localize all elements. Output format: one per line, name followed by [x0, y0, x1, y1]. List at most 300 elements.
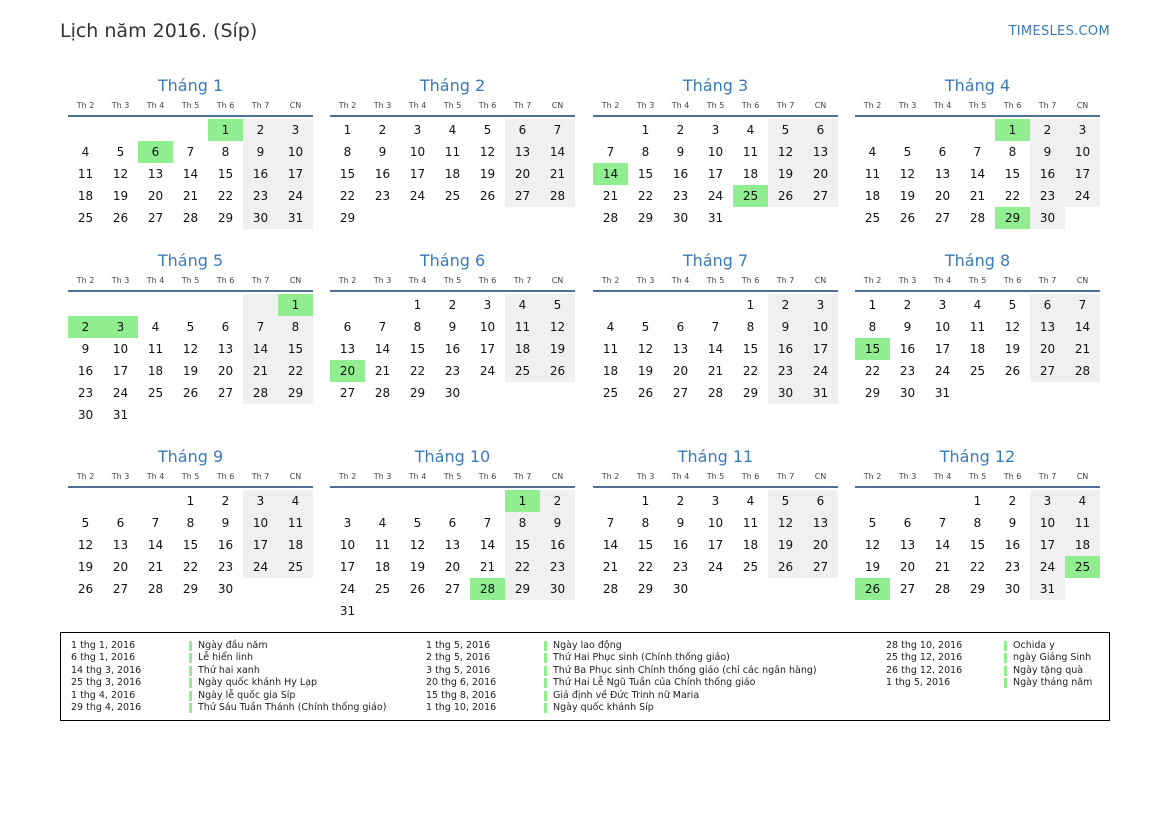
legend-row [71, 702, 386, 714]
day-cell: 20 [672, 364, 689, 378]
legend-date: 28 thg 10, 2016 [886, 640, 963, 651]
empty-cell [365, 490, 400, 512]
day-cell: 18 [602, 364, 619, 378]
day-cell: 22 [217, 189, 234, 203]
day-cell: 2 [1008, 494, 1017, 508]
day-cell: 8 [641, 145, 650, 159]
day-cell: 25 [742, 560, 759, 574]
empty-cell [278, 404, 313, 426]
day-cell: 6 [221, 320, 230, 334]
day-cell: 27 [672, 386, 689, 400]
weekday-label: Th 6 [478, 101, 497, 110]
day-cell: 22 [969, 560, 986, 574]
day-cell: 9 [540, 512, 575, 534]
empty-cell [138, 490, 173, 512]
day-cell: 17 [243, 534, 278, 556]
day-cell: 15 [1004, 167, 1021, 181]
weekday-label: CN [814, 276, 827, 285]
day-cell: 15 [339, 167, 356, 181]
day-cell: 15 [505, 534, 540, 556]
weekday-label: Th 7 [1038, 472, 1057, 481]
day-cell: 18 [742, 167, 759, 181]
weekday-label: Th 2 [76, 276, 95, 285]
day-cell: 19 [1004, 342, 1021, 356]
day-cell: 15 [637, 538, 654, 552]
day-cell: 25 [969, 364, 986, 378]
weekday-label: Th 5 [706, 101, 725, 110]
day-cell: 9 [221, 516, 230, 530]
weekday-label: Th 4 [146, 472, 165, 481]
day-cell: 12 [112, 167, 129, 181]
day-cell: 26 [479, 189, 496, 203]
day-cell: 17 [479, 342, 496, 356]
weekday-label: Th 7 [513, 472, 532, 481]
day-cell: 3 [278, 119, 313, 141]
day-cell: 1 [973, 494, 982, 508]
legend-date: 1 thg 10, 2016 [426, 701, 497, 713]
day-cell: 22 [637, 560, 654, 574]
empty-cell [103, 294, 138, 316]
day-grid [330, 490, 575, 622]
weekday-label: Th 7 [776, 472, 795, 481]
day-cell: 28 [147, 582, 164, 596]
day-cell: 11 [147, 342, 164, 356]
weekday-label: Th 3 [373, 472, 392, 481]
weekday-label: CN [551, 472, 564, 481]
day-cell: 11 [278, 512, 313, 534]
legend-holiday-name: Ngày lao động [553, 640, 622, 651]
day-cell: 3 [1030, 490, 1065, 512]
legend-row [426, 652, 817, 664]
legend-row [426, 640, 817, 652]
day-cell: 9 [903, 320, 912, 334]
day-cell: 22 [637, 189, 654, 203]
day-cell: 15 [855, 338, 890, 360]
weekday-label: Th 6 [216, 472, 235, 481]
day-cell: 24 [112, 386, 129, 400]
empty-cell [435, 600, 470, 622]
day-cell: 23 [899, 364, 916, 378]
day-cell: 13 [803, 512, 838, 534]
day-cell: 31 [707, 211, 724, 225]
empty-cell [698, 294, 733, 316]
day-cell: 25 [278, 556, 313, 578]
day-cell: 10 [479, 320, 496, 334]
month-name: Tháng 3 [682, 76, 749, 95]
day-cell: 13 [112, 538, 129, 552]
day-cell: 20 [444, 560, 461, 574]
legend-date: 1 thg 1, 2016 [71, 640, 136, 651]
empty-cell [593, 294, 628, 316]
day-cell: 23 [540, 556, 575, 578]
weekday-label: Th 3 [898, 472, 917, 481]
day-cell: 9 [81, 342, 90, 356]
day-cell: 18 [969, 342, 986, 356]
day-cell: 16 [1030, 163, 1065, 185]
day-cell: 4 [746, 494, 755, 508]
day-cell: 10 [278, 141, 313, 163]
day-cell: 14 [540, 141, 575, 163]
month-calendar [330, 75, 575, 229]
day-cell: 11 [77, 167, 94, 181]
day-cell: 14 [707, 342, 724, 356]
day-cell: 4 [868, 145, 877, 159]
day-cell: 26 [768, 185, 803, 207]
month-calendar [68, 250, 313, 426]
day-cell: 10 [934, 320, 951, 334]
day-cell: 28 [243, 382, 278, 404]
day-cell: 31 [1030, 578, 1065, 600]
day-cell: 13 [217, 342, 234, 356]
day-cell: 29 [995, 207, 1030, 229]
day-cell: 15 [278, 338, 313, 360]
day-cell: 1 [746, 298, 755, 312]
month-name: Tháng 9 [157, 447, 224, 466]
empty-cell [365, 207, 400, 229]
weekday-header [593, 470, 838, 488]
day-cell: 20 [803, 163, 838, 185]
legend-column-2 [426, 640, 817, 714]
day-cell: 9 [448, 320, 457, 334]
empty-cell [103, 119, 138, 141]
day-cell: 2 [221, 494, 230, 508]
weekday-header [593, 274, 838, 292]
legend-holiday-name: Ngày đầu năm [198, 640, 268, 651]
empty-cell [925, 490, 960, 512]
day-cell: 29 [278, 382, 313, 404]
day-cell: 10 [1065, 141, 1100, 163]
day-cell: 24 [409, 189, 426, 203]
day-cell: 3 [483, 298, 492, 312]
month-name: Tháng 1 [157, 76, 224, 95]
day-cell: 16 [899, 342, 916, 356]
day-cell: 6 [938, 145, 947, 159]
day-cell: 21 [243, 360, 278, 382]
weekday-label: Th 2 [338, 101, 357, 110]
day-cell: 1 [995, 119, 1030, 141]
weekday-label: Th 5 [968, 472, 987, 481]
day-cell: 21 [479, 560, 496, 574]
day-cell: 12 [409, 538, 426, 552]
day-cell: 27 [803, 185, 838, 207]
day-cell: 9 [243, 141, 278, 163]
day-cell: 18 [147, 364, 164, 378]
day-cell: 23 [672, 189, 689, 203]
weekday-label: Th 3 [373, 101, 392, 110]
day-cell: 29 [182, 582, 199, 596]
day-cell: 23 [77, 386, 94, 400]
day-cell: 18 [278, 534, 313, 556]
day-cell: 18 [742, 538, 759, 552]
day-cell: 19 [77, 560, 94, 574]
empty-cell [173, 404, 208, 426]
day-cell: 9 [676, 516, 685, 530]
day-cell: 20 [934, 189, 951, 203]
weekday-label: Th 7 [776, 276, 795, 285]
day-cell: 31 [278, 207, 313, 229]
day-cell: 5 [413, 516, 422, 530]
day-cell: 4 [973, 298, 982, 312]
day-cell: 29 [217, 211, 234, 225]
legend-date: 3 thg 5, 2016 [426, 664, 491, 676]
day-cell: 13 [444, 538, 461, 552]
day-cell: 22 [864, 364, 881, 378]
day-cell: 28 [934, 582, 951, 596]
day-cell: 24 [707, 560, 724, 574]
day-cell: 29 [969, 582, 986, 596]
weekday-label: Th 6 [1003, 101, 1022, 110]
day-cell: 24 [278, 185, 313, 207]
weekday-label: Th 3 [111, 101, 130, 110]
day-cell: 6 [903, 516, 912, 530]
weekday-label: Th 2 [338, 472, 357, 481]
empty-cell [103, 490, 138, 512]
day-cell: 14 [479, 538, 496, 552]
day-cell: 4 [505, 294, 540, 316]
day-grid [68, 294, 313, 426]
legend-date: 1 thg 5, 2016 [426, 640, 491, 651]
day-cell: 21 [1065, 338, 1100, 360]
day-cell: 12 [182, 342, 199, 356]
legend-date: 1 thg 5, 2016 [886, 677, 951, 689]
day-cell: 14 [593, 163, 628, 185]
day-cell: 25 [864, 211, 881, 225]
day-cell: 26 [637, 386, 654, 400]
day-cell: 21 [182, 189, 199, 203]
legend-holiday-name: Ngày quốc khánh Hy Lạp [198, 677, 318, 689]
day-cell: 22 [409, 364, 426, 378]
day-cell: 16 [243, 163, 278, 185]
day-cell: 6 [505, 119, 540, 141]
day-cell: 16 [540, 534, 575, 556]
day-cell: 10 [1030, 512, 1065, 534]
day-cell: 10 [707, 516, 724, 530]
day-cell: 28 [1065, 360, 1100, 382]
weekday-label: Th 2 [601, 472, 620, 481]
month-calendar [855, 250, 1100, 404]
day-cell: 30 [1004, 582, 1021, 596]
day-cell: 5 [186, 320, 195, 334]
weekday-label: CN [1076, 276, 1089, 285]
empty-cell [540, 600, 575, 622]
empty-cell [663, 294, 698, 316]
empty-cell [330, 490, 365, 512]
empty-cell [365, 294, 400, 316]
day-cell: 1 [186, 494, 195, 508]
day-cell: 25 [147, 386, 164, 400]
weekday-label: Th 3 [636, 101, 655, 110]
empty-cell [138, 119, 173, 141]
day-cell: 21 [602, 189, 619, 203]
day-cell: 4 [606, 320, 615, 334]
empty-cell [890, 119, 925, 141]
empty-cell [1065, 207, 1100, 229]
day-cell: 20 [330, 360, 365, 382]
day-cell: 16 [444, 342, 461, 356]
day-cell: 27 [112, 582, 129, 596]
empty-cell [803, 207, 838, 229]
day-cell: 9 [676, 145, 685, 159]
day-cell: 2 [676, 123, 685, 137]
weekday-label: CN [289, 276, 302, 285]
day-cell: 27 [147, 211, 164, 225]
empty-cell [435, 207, 470, 229]
day-cell: 19 [182, 364, 199, 378]
day-cell: 26 [855, 578, 890, 600]
day-cell: 19 [479, 167, 496, 181]
day-cell: 16 [1004, 538, 1021, 552]
day-cell: 9 [768, 316, 803, 338]
day-cell: 14 [147, 538, 164, 552]
day-cell: 17 [1030, 534, 1065, 556]
day-cell: 12 [899, 167, 916, 181]
weekday-label: Th 2 [863, 101, 882, 110]
day-cell: 15 [742, 342, 759, 356]
day-cell: 11 [374, 538, 391, 552]
day-cell: 27 [444, 582, 461, 596]
day-cell: 6 [803, 119, 838, 141]
month-calendar [855, 75, 1100, 229]
day-cell: 27 [1030, 360, 1065, 382]
day-cell: 17 [409, 167, 426, 181]
weekday-header [855, 274, 1100, 292]
day-cell: 17 [934, 342, 951, 356]
day-cell: 19 [540, 338, 575, 360]
empty-cell [208, 294, 243, 316]
day-cell: 26 [77, 582, 94, 596]
day-cell: 21 [602, 560, 619, 574]
empty-cell [890, 490, 925, 512]
day-cell: 8 [343, 145, 352, 159]
legend-row [886, 677, 1092, 689]
weekday-header [855, 99, 1100, 117]
day-cell: 8 [278, 316, 313, 338]
day-cell: 9 [378, 145, 387, 159]
weekday-label: Th 7 [251, 276, 270, 285]
day-cell: 19 [768, 163, 803, 185]
day-cell: 23 [243, 185, 278, 207]
day-cell: 6 [448, 516, 457, 530]
weekday-label: CN [551, 276, 564, 285]
legend-date: 25 thg 12, 2016 [886, 652, 963, 664]
day-cell: 15 [637, 167, 654, 181]
weekday-label: CN [289, 472, 302, 481]
day-cell: 19 [864, 560, 881, 574]
weekday-label: Th 7 [251, 101, 270, 110]
weekday-label: Th 7 [251, 472, 270, 481]
weekday-label: Th 4 [671, 276, 690, 285]
empty-cell [628, 294, 663, 316]
weekday-label: Th 6 [741, 276, 760, 285]
day-cell: 30 [540, 578, 575, 600]
day-cell: 30 [768, 382, 803, 404]
legend-date: 25 thg 3, 2016 [71, 677, 142, 689]
day-cell: 14 [969, 167, 986, 181]
weekday-label: Th 4 [146, 276, 165, 285]
day-cell: 14 [374, 342, 391, 356]
day-cell: 20 [899, 560, 916, 574]
empty-cell [278, 578, 313, 600]
day-cell: 1 [641, 494, 650, 508]
day-cell: 21 [934, 560, 951, 574]
day-cell: 2 [768, 294, 803, 316]
holiday-marker [544, 678, 547, 688]
legend-row [71, 652, 386, 664]
weekday-label: Th 6 [741, 472, 760, 481]
empty-cell [435, 490, 470, 512]
day-cell: 12 [1004, 320, 1021, 334]
day-cell: 27 [217, 386, 234, 400]
weekday-label: Th 4 [146, 101, 165, 110]
day-cell: 30 [243, 207, 278, 229]
day-cell: 2 [448, 298, 457, 312]
empty-cell [540, 382, 575, 404]
day-cell: 11 [444, 145, 461, 159]
site-link[interactable]: TIMESLES.COM [1008, 24, 1110, 39]
day-cell: 16 [672, 538, 689, 552]
day-cell: 30 [217, 582, 234, 596]
day-cell: 19 [899, 189, 916, 203]
day-cell: 28 [374, 386, 391, 400]
day-cell: 18 [374, 560, 391, 574]
holiday-marker [544, 703, 547, 713]
day-cell: 10 [243, 512, 278, 534]
month-name: Tháng 5 [157, 251, 224, 270]
weekday-label: Th 5 [968, 276, 987, 285]
weekday-label: Th 2 [76, 101, 95, 110]
weekday-label: CN [289, 101, 302, 110]
day-cell: 15 [969, 538, 986, 552]
empty-cell [400, 207, 435, 229]
empty-cell [330, 294, 365, 316]
day-cell: 4 [1065, 490, 1100, 512]
day-cell: 29 [339, 211, 356, 225]
weekday-label: Th 2 [601, 101, 620, 110]
day-cell: 6 [343, 320, 352, 334]
weekday-label: Th 6 [741, 101, 760, 110]
legend-holiday-name: Ngày tháng năm [1013, 677, 1093, 689]
day-cell: 11 [505, 316, 540, 338]
empty-cell [960, 119, 995, 141]
weekday-label: Th 4 [408, 101, 427, 110]
weekday-label: Th 4 [933, 276, 952, 285]
day-cell: 28 [470, 578, 505, 600]
day-cell: 16 [374, 167, 391, 181]
day-cell: 2 [243, 119, 278, 141]
day-grid [68, 119, 313, 229]
empty-cell [138, 404, 173, 426]
day-cell: 22 [182, 560, 199, 574]
day-cell: 17 [803, 338, 838, 360]
page-title: Lịch năm 2016. (Síp) [60, 20, 258, 42]
day-cell: 25 [602, 386, 619, 400]
empty-cell [925, 119, 960, 141]
day-cell: 14 [934, 538, 951, 552]
day-cell: 24 [707, 189, 724, 203]
weekday-header [330, 99, 575, 117]
legend-holiday-name: Lễ hiển linh [198, 652, 254, 664]
weekday-label: Th 6 [478, 276, 497, 285]
day-cell: 23 [768, 360, 803, 382]
day-cell: 24 [803, 360, 838, 382]
day-cell: 3 [343, 516, 352, 530]
legend-row [426, 690, 817, 702]
weekday-label: Th 4 [933, 101, 952, 110]
empty-cell [960, 382, 995, 404]
empty-cell [68, 294, 103, 316]
holiday-marker [544, 691, 547, 701]
day-cell: 5 [1008, 298, 1017, 312]
